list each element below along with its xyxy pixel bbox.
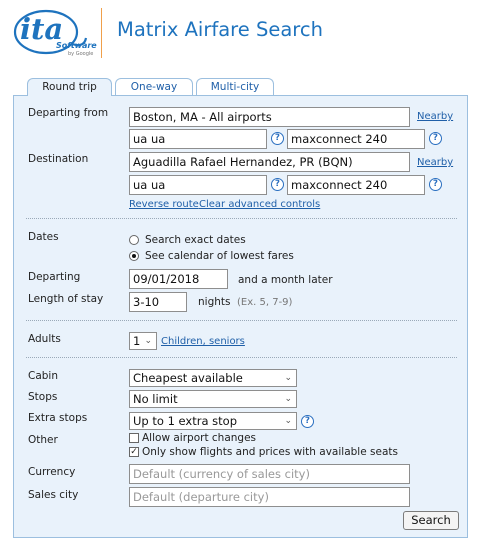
help-icon[interactable]: ? xyxy=(271,178,284,191)
nearby-destination-link[interactable]: Nearby xyxy=(417,157,454,168)
radio-calendar-lowest[interactable] xyxy=(129,251,139,261)
allow-airport-changes-checkbox[interactable] xyxy=(129,433,139,443)
clear-advanced-controls-link[interactable]: Clear advanced controls xyxy=(199,199,321,210)
cabin-label: Cabin xyxy=(28,370,59,382)
sales-city-input[interactable]: Default (departure city) xyxy=(129,487,410,507)
destination-label: Destination xyxy=(28,153,89,165)
other-label: Other xyxy=(28,434,58,446)
stops-value: No limit xyxy=(133,392,178,406)
help-icon[interactable]: ? xyxy=(301,415,314,428)
adults-value: 1 xyxy=(133,334,141,348)
nights-label: nights xyxy=(198,296,231,308)
adults-label: Adults xyxy=(28,333,61,345)
ita-software-logo xyxy=(12,8,97,60)
departing-range-text: and a month later xyxy=(238,274,333,286)
length-of-stay-label: Length of stay xyxy=(28,293,104,305)
stops-select[interactable] xyxy=(129,390,297,408)
stops-label: Stops xyxy=(28,391,58,403)
reverse-route-link[interactable]: Reverse route xyxy=(129,199,199,210)
sales-city-label: Sales city xyxy=(28,489,79,501)
children-seniors-link[interactable]: Children, seniors xyxy=(161,336,245,347)
tab-one-way[interactable]: One-way xyxy=(115,78,193,95)
departing-routing-input[interactable]: maxconnect 240 xyxy=(287,129,425,149)
currency-input[interactable]: Default (currency of sales city) xyxy=(129,464,410,484)
radio-exact-dates[interactable] xyxy=(129,235,139,245)
destination-carrier-input[interactable]: ua ua xyxy=(129,175,267,195)
tab-round-trip[interactable]: Round trip xyxy=(27,78,112,96)
chevron-down-icon: ⌄ xyxy=(144,336,152,346)
nearby-departing-link[interactable]: Nearby xyxy=(417,111,454,122)
section-divider xyxy=(26,320,457,321)
extra-stops-label: Extra stops xyxy=(28,412,88,424)
departing-from-input[interactable]: Boston, MA - All airports xyxy=(129,107,410,127)
header-divider xyxy=(101,8,102,58)
destination-input[interactable]: Aguadilla Rafael Hernandez, PR (BQN) xyxy=(129,152,410,172)
search-button[interactable]: Search xyxy=(403,511,459,530)
departing-date-input[interactable]: 09/01/2018 xyxy=(129,269,228,289)
departing-from-label: Departing from xyxy=(28,107,109,119)
departing-date-label: Departing xyxy=(28,271,81,283)
cabin-value: Cheapest available xyxy=(133,371,243,385)
tab-multi-city[interactable]: Multi-city xyxy=(196,78,274,95)
extra-stops-value: Up to 1 extra stop xyxy=(133,414,237,428)
search-form-panel xyxy=(13,95,468,538)
section-divider xyxy=(26,218,457,219)
logo-byline: by Google xyxy=(68,51,94,57)
help-icon[interactable]: ? xyxy=(429,132,442,145)
help-icon[interactable]: ? xyxy=(429,178,442,191)
section-divider xyxy=(26,357,457,358)
length-of-stay-input[interactable]: 3-10 xyxy=(129,292,187,312)
chevron-down-icon: ⌄ xyxy=(284,373,292,383)
dates-label: Dates xyxy=(28,231,59,243)
extra-stops-select[interactable] xyxy=(129,412,297,430)
chevron-down-icon: ⌄ xyxy=(284,416,292,426)
only-available-label: Only show flights and prices with available seats xyxy=(142,446,398,458)
exact-dates-label: Search exact dates xyxy=(145,234,246,246)
only-available-checkbox[interactable]: ✓ xyxy=(130,447,138,457)
chevron-down-icon: ⌄ xyxy=(284,394,292,404)
departing-carrier-input[interactable]: ua ua xyxy=(129,129,267,149)
page-title: Matrix Airfare Search xyxy=(117,18,323,41)
adults-select[interactable] xyxy=(129,332,157,350)
cabin-select[interactable] xyxy=(129,369,297,387)
calendar-lowest-label: See calendar of lowest fares xyxy=(145,250,294,262)
currency-label: Currency xyxy=(28,466,76,478)
destination-routing-input[interactable]: maxconnect 240 xyxy=(287,175,425,195)
allow-airport-changes-label: Allow airport changes xyxy=(142,432,257,444)
stay-hint: (Ex. 5, 7-9) xyxy=(237,297,293,308)
help-icon[interactable]: ? xyxy=(271,132,284,145)
logo-subtext: Software xyxy=(56,41,97,50)
logo-text: ita xyxy=(20,12,64,46)
